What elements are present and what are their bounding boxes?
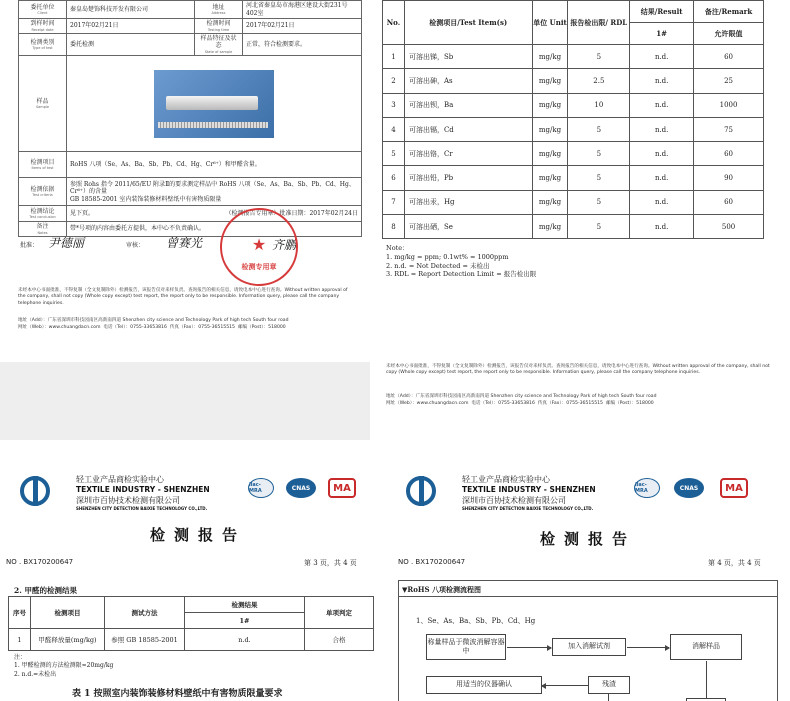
org-company-zh-2: 深圳市百协技术检测有限公司 (462, 496, 566, 505)
result-value: n.d. (630, 117, 694, 141)
address-value: 河北省秦皇岛市海港区建设大街231号402室 (243, 1, 362, 19)
arrow-left-icon (542, 685, 588, 686)
hcho-col-item: 检测项目 (31, 597, 105, 629)
remarks-label: 备注 Notes (19, 222, 67, 237)
result-item: 可溶出锑，Sb (404, 45, 532, 69)
inspection-stamp (220, 208, 298, 286)
result-row (383, 45, 764, 69)
result-rdl: 5 (568, 166, 630, 190)
test-type-label: 检测类别 Type of test (19, 33, 67, 55)
result-row (383, 215, 764, 239)
cma-badge: MA (328, 478, 356, 498)
result-rdl: 2.5 (568, 69, 630, 93)
flow-add-reagent: 加入消解试剂 (552, 638, 626, 656)
result-item: 可溶出镉，Cd (404, 117, 532, 141)
copyright-notice-2: 未经本中心书面批准，不得复制（全文复制除外）检测报告，该报告仅对来样负责。查询报告的相关信息，请致电本中心进行查询。Without written approval of the company, shall not copy (Whole copy except) test report, the report only to be responsible. Information query, please call the company telephone inquiries. (386, 364, 770, 376)
result-rdl: 5 (568, 190, 630, 214)
report-page-4 (390, 440, 790, 701)
hcho-row-no: 1 (9, 629, 31, 651)
result-limit: 25 (694, 69, 764, 93)
approver-label: 批准： (20, 242, 39, 249)
result-value: n.d. (630, 69, 694, 93)
testing-time-label: 检测时间 Testing time (195, 19, 243, 34)
page-number: 第 3 页，共 4 页 (304, 559, 357, 567)
result-value: n.d. (630, 142, 694, 166)
org-company-en: SHENZHEN CITY DETECTION BAIXIE TECHNOLOGY CO.,LTD. (76, 506, 208, 511)
sample-state-label: 样品特征及状态 State of sample (195, 33, 243, 55)
result-rdl: 5 (568, 45, 630, 69)
flow-residue: 残渣 (588, 676, 630, 694)
page-number-2: 第 4 页，共 4 页 (708, 559, 761, 567)
col-item: 检测项目/Test Item(s) (404, 1, 532, 45)
cnas-badge: CNAS (286, 478, 316, 498)
result-limit: 60 (694, 45, 764, 69)
hcho-col-judge: 单项判定 (305, 597, 374, 629)
lab-logo-icon-2 (406, 476, 436, 506)
report-number: NO . BX170200647 (6, 558, 74, 566)
result-value: n.d. (630, 166, 694, 190)
result-item: 可溶出铅，Pb (404, 166, 532, 190)
col-unit: 单位 Unit (532, 1, 568, 45)
hcho-row-item: 甲醛释放量(mg/kg) (31, 629, 105, 651)
flowchart-title: ▼RoHS 八项检测流程图 (402, 585, 481, 594)
report-title: 检测报告 (150, 526, 247, 544)
result-value: n.d. (630, 190, 694, 214)
conclusion-value: 见下页。 （检测报告专用章）批准日期：2017年02月24日 (67, 206, 362, 222)
report-page-3 (0, 440, 384, 701)
flow-digest-sample: 消解样品 (670, 634, 742, 660)
sample-photo (154, 70, 274, 138)
result-row (383, 117, 764, 141)
org-name-zh: 轻工业产品商检实验中心 (76, 475, 164, 484)
result-rdl: 10 (568, 93, 630, 117)
ilac-mra-badge-2: ilac-MRA (634, 478, 660, 498)
result-unit: mg/kg (532, 45, 568, 69)
report-title-2: 检测报告 (540, 530, 637, 548)
client-value: 秦皇岛楚饰科技开发有限公司 (67, 1, 195, 19)
receipt-date-label: 到样时间 Receipt date (19, 19, 67, 34)
col-no: No. (383, 1, 405, 45)
result-rdl: 5 (568, 117, 630, 141)
criteria-value: 参照 Rohs 指令 2011/65/EU 附录Ⅱ的要求测定样品中 RoHS 八项（Se、As、Ba、Sb、Pb、Cd、Hg、Cr⁶⁺）的含量 GB 18585-2001 室内装饰装修材料壁纸中有害物质限量 (67, 178, 362, 206)
sample-state-value: 正常，符合检测要求。 (243, 33, 362, 55)
flow-connector (706, 661, 707, 699)
conclusion-label: 检测结论 Test conclusion (19, 206, 67, 222)
org-name-en: TEXTILE INDUSTRY - SHENZHEN (76, 485, 210, 494)
director-signature: 齐鹏 (272, 238, 297, 252)
reviewer-label: 审核： (126, 242, 145, 249)
hcho-col-no: 序号 (9, 597, 31, 629)
result-row (383, 166, 764, 190)
result-limit: 60 (694, 142, 764, 166)
result-no: 4 (383, 117, 405, 141)
org-name-zh-2: 轻工业产品商检实验中心 (462, 475, 550, 484)
result-row (383, 190, 764, 214)
result-value: n.d. (630, 215, 694, 239)
result-no: 5 (383, 142, 405, 166)
sample-info-table (18, 0, 362, 237)
result-item: 可溶出钡，Ba (404, 93, 532, 117)
formaldehyde-section-title: 2. 甲醛的检测结果 (14, 586, 77, 595)
page-gap-left (0, 362, 370, 440)
col-result: 结果/Result (630, 1, 694, 23)
arrow-right-icon (507, 647, 551, 648)
result-value: n.d. (630, 93, 694, 117)
result-row (383, 69, 764, 93)
result-limit: 75 (694, 117, 764, 141)
rohs-results-table (382, 0, 764, 239)
result-no: 3 (383, 93, 405, 117)
result-unit: mg/kg (532, 117, 568, 141)
flowchart-elements: 1、Se、As、Ba、Sb、Pb、Cd、Hg (416, 617, 536, 625)
footer-address-2: 地址（Add）：广东省深圳市科技园南区高新南四道 Shenzhen city science and Technology Park of high tech South four road 网址（Web）：www.chuangdacn.com 电话（Tel）：0755-33653816 传真（Fax）：0755-36515515 邮编（Post）：518000 (386, 394, 657, 406)
testing-time-value: 2017年02月21日 (243, 19, 362, 34)
flow-instrument-confirm: 用适当的仪器确认 (426, 676, 542, 694)
criteria-label: 检测依据 Test criteria (19, 178, 67, 206)
result-no: 8 (383, 215, 405, 239)
cma-badge-2: MA (720, 478, 748, 498)
result-row (383, 93, 764, 117)
stamp-label: 检测专用章 (241, 262, 277, 271)
approver-signature: 尹德丽 (48, 236, 85, 250)
result-no: 2 (383, 69, 405, 93)
results-notes: Note： 1. mg/kg = ppm; 0.1wt% = 1000ppm 2. n.d. = Not Detected = 未检出 3. RDL = Report Detection Limit = 报告检出限 (386, 244, 537, 279)
hcho-row-method: 参照 GB 18585-2001 (105, 629, 185, 651)
copyright-notice: 未经本中心书面批准，不得复制（全文复制除外）检测报告，该报告仅对来样负责。查询报告的相关信息，请致电本中心进行查询。Without written approval of the company, shall not copy (Whole copy except) test report, the report only to be responsible. Information query, please call the company telephone inquiries. (18, 288, 348, 306)
org-company-en-2: SHENZHEN CITY DETECTION BAIXIE TECHNOLOGY CO.,LTD. (462, 506, 594, 511)
result-item: 可溶出铬，Cr (404, 142, 532, 166)
result-no: 7 (383, 190, 405, 214)
sample-photo-cell (67, 56, 362, 152)
result-rdl: 5 (568, 142, 630, 166)
result-limit: 500 (694, 215, 764, 239)
items-value: RoHS 八项（Se、As、Ba、Sb、Pb、Cd、Hg、Cr⁶⁺）和甲醛含量。 (67, 152, 362, 178)
result-value: n.d. (630, 45, 694, 69)
footer-address: 地址（Add）：广东省深圳市科技园南区高新南四道 Shenzhen city science and Technology Park of high tech South four road 网址（Web）：www.chuangdacn.com 电话（Tel）：0755-33653816 传真（Fax）：0755-36515515 邮编（Post）：518000 (18, 318, 289, 330)
result-limit: 1000 (694, 93, 764, 117)
col-rdl: 报告检出限/ RDL (568, 1, 630, 45)
report-page-1-info (0, 0, 368, 360)
result-item: 可溶出砷，As (404, 69, 532, 93)
result-rdl: 5 (568, 215, 630, 239)
formaldehyde-notes: 注： 1. 甲醛检测的方法检测限≈20mg/kg 2. n.d.=未检出 (14, 654, 114, 678)
star-icon: ★ (251, 235, 267, 254)
client-label: 委托单位 Client (19, 1, 67, 19)
result-unit: mg/kg (532, 215, 568, 239)
result-no: 6 (383, 166, 405, 190)
org-name-en-2: TEXTILE INDUSTRY - SHENZHEN (462, 485, 596, 494)
col-sample-no: 1# (630, 23, 694, 45)
hcho-col-result: 检测结果 (185, 597, 305, 613)
reviewer-signature: 曾赛光 (166, 236, 203, 250)
col-remark: 备注/Remark (694, 1, 764, 23)
test-type-value: 委托检测 (67, 33, 195, 55)
result-unit: mg/kg (532, 142, 568, 166)
flow-weigh-sample: 称量样品于微波消解容器中 (426, 634, 506, 660)
org-company-zh: 深圳市百协技术检测有限公司 (76, 496, 180, 505)
hcho-col-method: 测试方法 (105, 597, 185, 629)
items-label: 检测项目 Items of test (19, 152, 67, 178)
col-limit: 允许限值 (694, 23, 764, 45)
result-unit: mg/kg (532, 166, 568, 190)
result-no: 1 (383, 45, 405, 69)
flow-connector-2 (608, 694, 609, 701)
cnas-badge-2: CNAS (674, 478, 704, 498)
formaldehyde-table (8, 596, 374, 651)
result-item: 可溶出硒，Se (404, 215, 532, 239)
result-item: 可溶出汞，Hg (404, 190, 532, 214)
lab-logo-icon (20, 476, 50, 506)
result-row (383, 142, 764, 166)
result-unit: mg/kg (532, 69, 568, 93)
result-unit: mg/kg (532, 190, 568, 214)
result-limit: 90 (694, 166, 764, 190)
table-1-title: 表 1 按照室内装饰装修材料壁纸中有害物质限量要求 (72, 689, 283, 699)
result-limit: 60 (694, 190, 764, 214)
address-label: 地址 Address (195, 1, 243, 19)
report-page-2-results (382, 0, 790, 430)
receipt-date-value: 2017年02月21日 (67, 19, 195, 34)
ilac-mra-badge: ilac-MRA (248, 478, 274, 498)
result-unit: mg/kg (532, 93, 568, 117)
arrow-right-icon (627, 647, 669, 648)
hcho-row-result: n.d. (185, 629, 305, 651)
sample-label: 样品 Sample (19, 56, 67, 152)
remarks-value: 带*号项的内容由委托方提供，本中心不负责确认。 (67, 222, 362, 237)
hcho-row-judge: 合格 (305, 629, 374, 651)
report-number-2: NO . BX170200647 (398, 558, 466, 566)
hcho-col-sample: 1# (185, 613, 305, 629)
